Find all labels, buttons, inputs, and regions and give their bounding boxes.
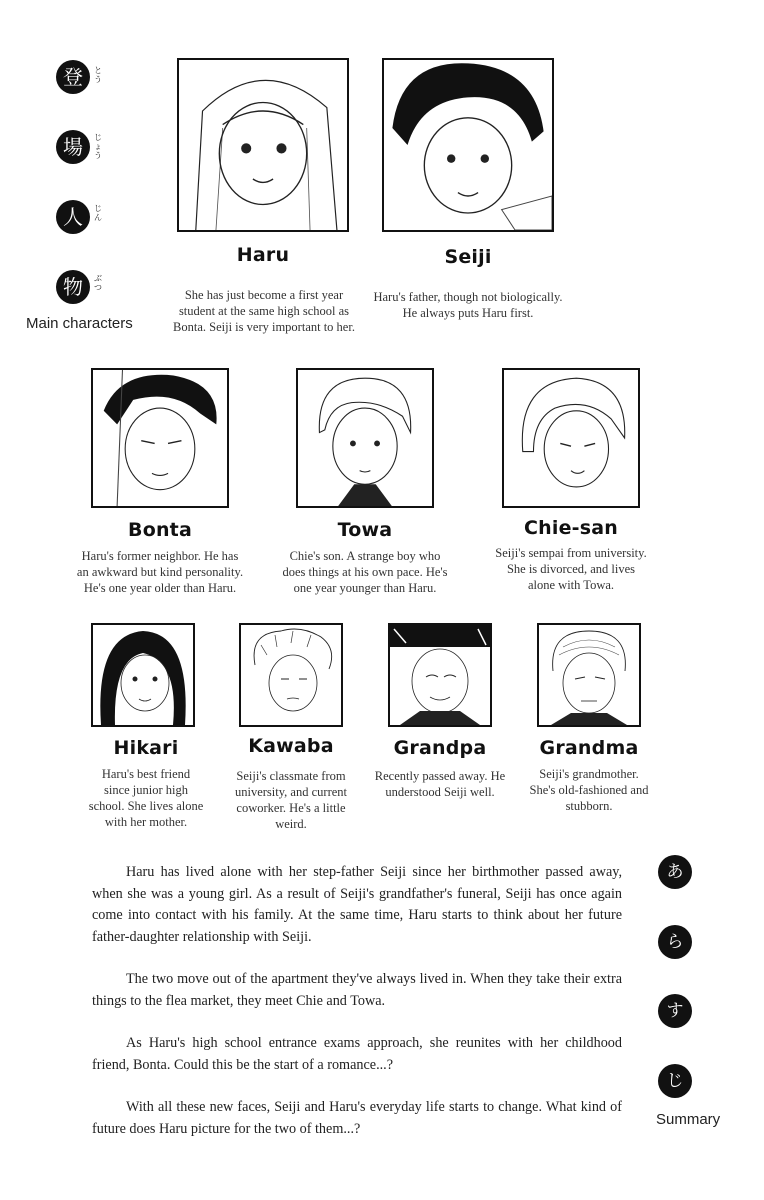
summary-paragraph-4: With all these new faces, Seiji and Haru's everyday life starts to change. What kind of future does Haru picture for the two of them...?: [92, 1099, 622, 1137]
summary-kana-badge-4: じ: [658, 1064, 692, 1098]
summary-paragraph-3: As Haru's high school entrance exams approach, she reunites with her childhood friend, Bonta. Could this be the start of a romance...?: [92, 1035, 622, 1073]
portrait-grandma: [537, 623, 641, 727]
kanji-badge-1: 登: [56, 60, 90, 94]
summary-paragraph-1: Haru has lived alone with her step-father Seiji since her birthmother passed away, when she was a young girl. As a result of Seiji's grandfather's funeral, Seiji has once again come into contact with his family. At the same time, Haru starts to think about her future father-daughter relationship with Seiji.: [92, 864, 622, 945]
furigana-3: じん: [94, 204, 102, 222]
furigana-4: ぶつ: [94, 274, 102, 292]
furigana-1: とう: [94, 66, 102, 84]
portrait-hikari: [91, 623, 195, 727]
char-name-haru: Haru: [236, 244, 290, 266]
char-desc-grandpa: Recently passed away. He understood Seiji well.: [374, 769, 506, 799]
portrait-kawaba: [239, 623, 343, 727]
char-desc-seiji: Haru's father, though not biologically. He always puts Haru first.: [373, 290, 563, 320]
char-desc-grandma: Seiji's grandmother. She's old-fashioned and stubborn.: [529, 767, 649, 813]
summary-text: [92, 862, 622, 1161]
char-name-towa: Towa: [337, 519, 393, 541]
portrait-chie-san: [502, 368, 640, 508]
char-desc-chie-san: Seiji's sempai from university. She is divorced, and lives alone with Towa.: [495, 546, 647, 592]
kanji-badge-2: 場: [56, 130, 90, 164]
summary-kana-badge-2: ら: [658, 925, 692, 959]
summary-paragraph-2: The two move out of the apartment they've always lived in. When they take their extra things to the flea market, they meet Chie and Towa.: [92, 971, 622, 1009]
portrait-grandpa: [388, 623, 492, 727]
portrait-bonta: [91, 368, 229, 508]
section-label-main-characters: Main characters: [26, 315, 133, 332]
char-name-grandma: Grandma: [539, 737, 639, 759]
section-label-summary: Summary: [656, 1111, 721, 1128]
summary-kana-badge-1: あ: [658, 855, 692, 889]
portrait-haru: [177, 58, 349, 232]
char-desc-bonta: Haru's former neighbor. He has an awkward but kind personality. He's one year older than Haru.: [76, 549, 244, 595]
kanji-badge-4: 物: [56, 270, 90, 304]
char-name-kawaba: Kawaba: [248, 735, 334, 757]
char-desc-hikari: Haru's best friend since junior high school. She lives alone with her mother.: [88, 767, 204, 829]
summary-kana-badge-3: す: [658, 994, 692, 1028]
char-name-chie-san: Chie-san: [523, 517, 618, 539]
char-desc-kawaba: Seiji's classmate from university, and current coworker. He's a little weird.: [235, 769, 347, 831]
portrait-seiji: [382, 58, 554, 232]
char-desc-haru: She has just become a first year student at the same high school as Bonta. Seiji is very important to her.: [173, 288, 355, 334]
char-name-seiji: Seiji: [444, 246, 492, 268]
kanji-badge-3: 人: [56, 200, 90, 234]
char-name-grandpa: Grandpa: [393, 737, 487, 759]
char-desc-towa: Chie's son. A strange boy who does things at his own pace. He's one year younger than Haru.: [282, 549, 448, 595]
char-name-hikari: Hikari: [113, 737, 179, 759]
portrait-towa: [296, 368, 434, 508]
furigana-2: じょう: [94, 133, 102, 160]
char-name-bonta: Bonta: [128, 519, 192, 541]
